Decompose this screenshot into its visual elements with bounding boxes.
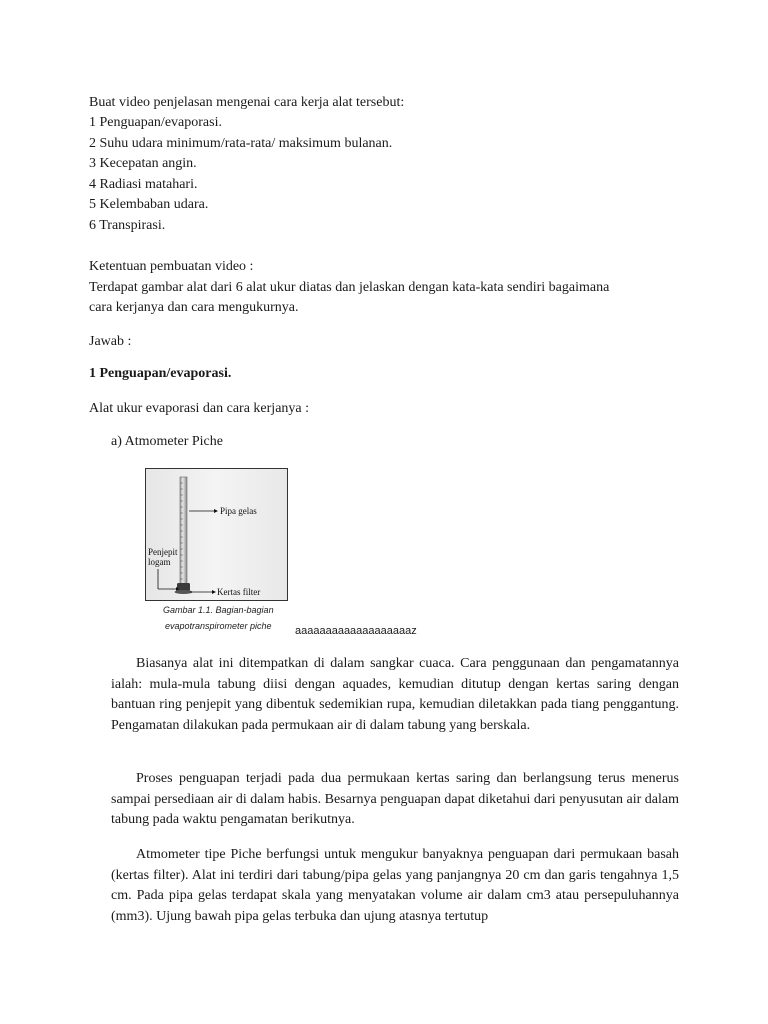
label-penjepit: Penjepit (148, 547, 178, 557)
section-title: 1 Penguapan/evaporasi. (89, 366, 232, 381)
figure-caption: evapotranspirometer piche (165, 621, 272, 631)
label-pipa-gelas: Pipa gelas (220, 506, 257, 516)
paragraph: Proses penguapan terjadi pada dua permukaan kertas saring dan berlangsung terus menerus sampai persediaan air di dalam habis. Besarnya penguapan dapat diketahui dari penyusutan air dalam tabung pada waktu pengamatan berikutnya. (111, 771, 679, 828)
list-item: 1 Penguapan/evaporasi. (89, 115, 222, 130)
filler-text: aaaaaaaaaaaaaaaaaaaz (295, 625, 417, 637)
list-item: 6 Transpirasi. (89, 218, 166, 233)
list-item: 5 Kelembaban udara. (89, 197, 209, 212)
paragraph: Biasanya alat ini ditempatkan di dalam sangkar cuaca. Cara penggunaan dan pengamatannya ialah: mula-mula tabung diisi dengan aquades, kemudian ditutup dengan kertas saring dengan bantuan ring penjepit yang dibentuk sedemikian rupa, kemudian diletakkan pada tiang penggantung. Pengamatan dilakukan pada permukaan air di dalam tabung yang berskala. (111, 656, 679, 733)
paragraph: Atmometer tipe Piche berfungsi untuk mengukur banyaknya penguapan dari permukaan basah (kertas filter). Alat ini terdiri dari tabung/pipa gelas yang panjangnya 20 cm dan garis tengahnya 1,5 cm. Pada pipa gelas terdapat skala yang menyatakan volume air dalam cm3 atau persepuluhannya (mm3). Ujung bawah pipa gelas terbuka dan ujung atasnya tertutup (111, 847, 679, 924)
label-logam: logam (148, 557, 171, 567)
rules-line: Terdapat gambar alat dari 6 alat ukur diatas dan jelaskan dengan kata-kata sendiri bagaimana (89, 280, 610, 295)
label-kertas-filter: Kertas filter (217, 587, 261, 597)
intro-heading: Buat video penjelasan mengenai cara kerja alat tersebut: (89, 95, 405, 110)
atmometer-figure (145, 468, 288, 601)
rules-heading: Ketentuan pembuatan video : (89, 259, 254, 274)
item-a: a) Atmometer Piche (111, 434, 223, 449)
list-item: 4 Radiasi matahari. (89, 177, 198, 192)
answer-label: Jawab : (89, 334, 132, 349)
list-item: 3 Kecepatan angin. (89, 156, 197, 171)
list-item: 2 Suhu udara minimum/rata-rata/ maksimum bulanan. (89, 136, 393, 151)
atmometer-illustration (146, 469, 287, 600)
rules-line: cara kerjanya dan cara mengukurnya. (89, 300, 299, 315)
subheading: Alat ukur evaporasi dan cara kerjanya : (89, 401, 310, 416)
figure-caption: Gambar 1.1. Bagian-bagian (163, 605, 274, 615)
